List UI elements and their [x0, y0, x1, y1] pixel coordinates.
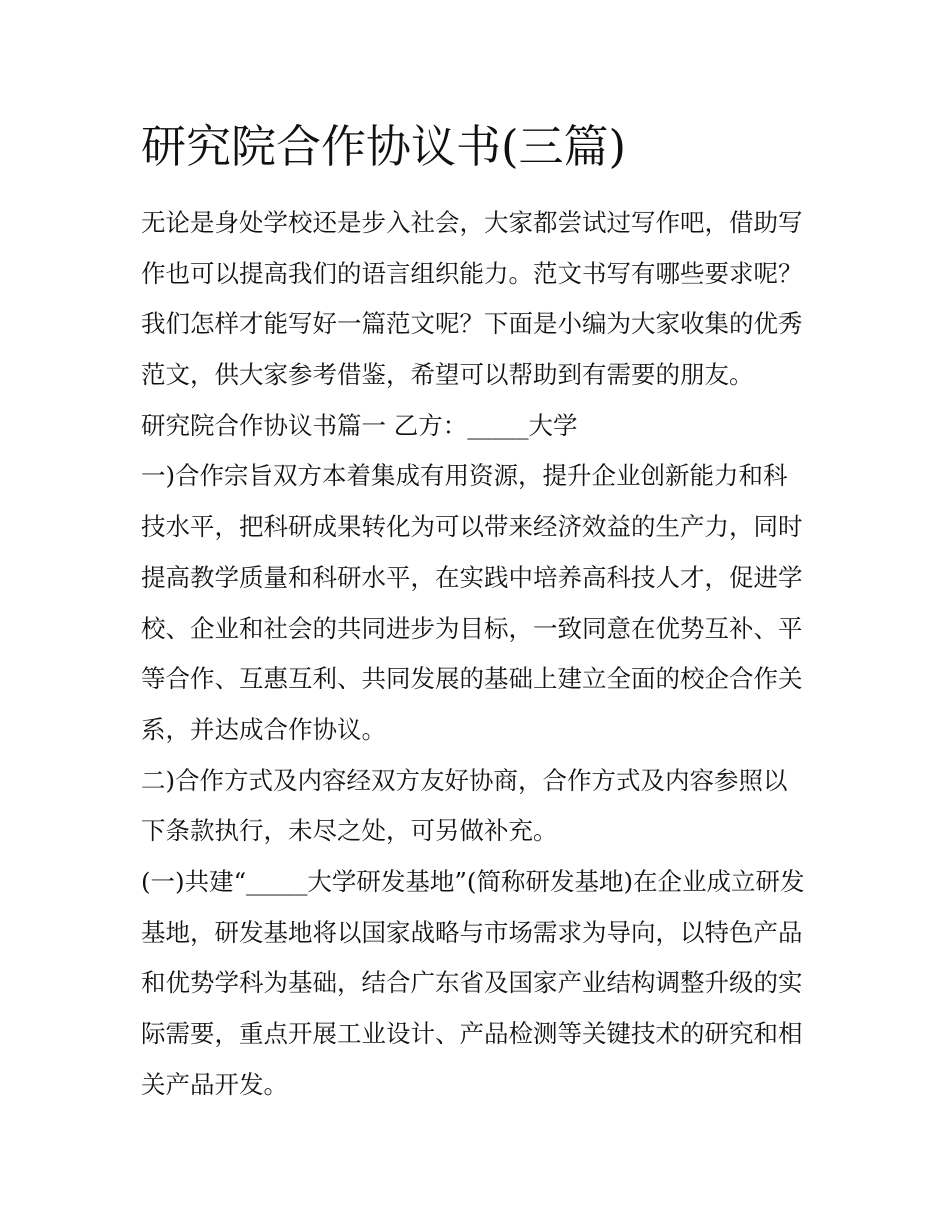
body-line-base-4: 际需要，重点开展工业设计、产品检测等关键技术的研究和相	[141, 1019, 803, 1048]
document-title: 研究院合作协议书(三篇)	[141, 120, 627, 173]
body-line-purpose-2: 技水平，把科研成果转化为可以带来经济效益的生产力，同时	[141, 512, 803, 542]
body-line-base-5: 关产品开发。	[141, 1069, 288, 1099]
body-line-base-3: 和优势学科为基础，结合广东省及国家产业结构调整升级的实	[141, 968, 803, 998]
body-line-intro-1: 无论是身处学校还是步入社会，大家都尝试过写作吧，借助写	[141, 208, 803, 237]
document-body	[141, 198, 813, 1110]
body-line-intro-2: 作也可以提高我们的语言组织能力。范文书写有哪些要求呢？	[141, 258, 803, 288]
body-line-method-2: 下条款执行，未尽之处，可另做补充。	[141, 816, 558, 846]
body-line-purpose-1: 一)合作宗旨双方本着集成有用资源，提升企业创新能力和科	[141, 461, 788, 491]
body-line-base-2: 基地，研发基地将以国家战略与市场需求为导向，以特色产品	[141, 917, 803, 947]
body-line-method-1: 二)合作方式及内容经双方友好协商，合作方式及内容参照以	[141, 765, 788, 795]
body-line-intro-4: 范文，供大家参考借鉴，希望可以帮助到有需要的朋友。	[141, 360, 754, 390]
section-heading-line: 研究院合作协议书篇一 乙方：_____大学	[141, 410, 578, 440]
body-line-purpose-4: 校、企业和社会的共同进步为目标，一致同意在优势互补、平	[141, 613, 803, 643]
body-line-purpose-6: 系，并达成合作协议。	[141, 714, 386, 744]
body-line-purpose-5: 等合作、互惠互利、共同发展的基础上建立全面的校企合作关	[141, 664, 803, 694]
body-line-purpose-3: 提高教学质量和科研水平，在实践中培养高科技人才，促进学	[141, 562, 803, 592]
body-line-base-1: (一)共建“_____大学研发基地”(简称研发基地)在企业成立研发	[141, 866, 805, 896]
body-line-intro-3: 我们怎样才能写好一篇范文呢？下面是小编为大家收集的优秀	[141, 309, 803, 339]
